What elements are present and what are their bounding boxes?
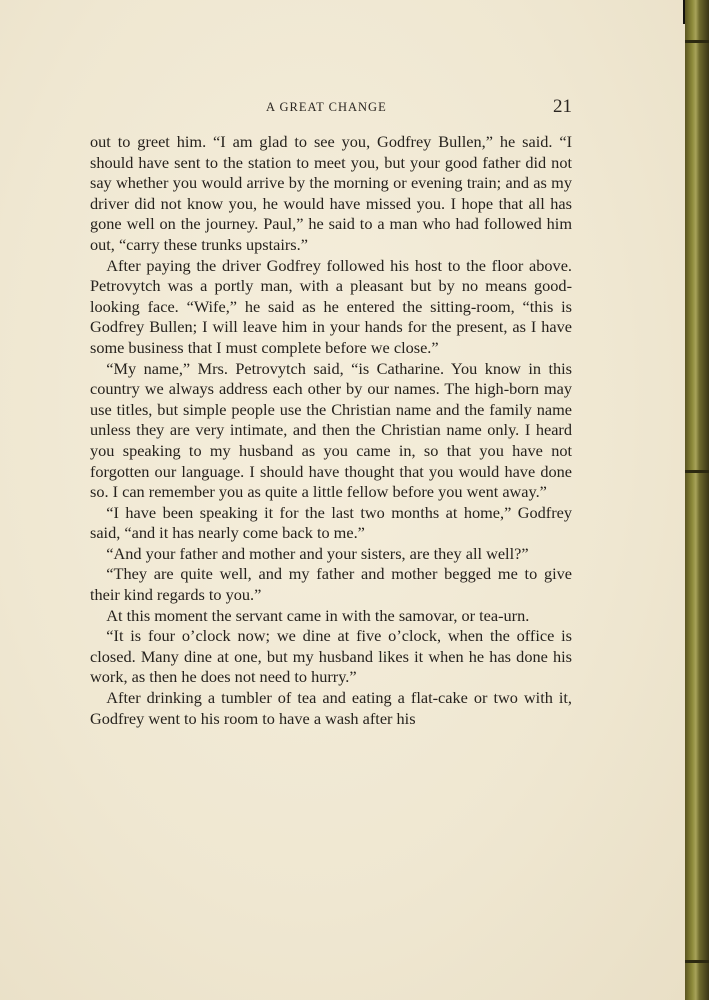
page-number: 21 [553, 96, 572, 117]
paragraph: At this moment the servant came in with the samovar, or tea-urn. [106, 605, 530, 625]
page-header [90, 96, 572, 120]
running-title: A GREAT CHANGE [266, 100, 387, 114]
page-body [90, 132, 572, 729]
spine-band [685, 470, 709, 473]
paragraph: “And your father and mother and your sisters, are they all well?” [106, 543, 529, 563]
paragraph: After drinking a tumbler of tea and eating a flat-cake or two with it, Godfrey went to his room to have a wash after his [90, 688, 572, 728]
paragraph: “It is four o’clock now; we dine at five o’clock, when the office is closed. Many dine at one, but my husband likes it when he has done his work, as then he does not need to hurry.” [90, 626, 572, 687]
paragraph: “My name,” Mrs. Petrovytch said, “is Catharine. You know in this country we always address each other by our names. The high-born may use titles, but simple people use the Christian name and the family name unless they are very intimate, and then the Christian name only. I heard you speaking to my husband as you came in, so that you have not forgotten our language. I should have thought that you would have done so. I can remember you as quite a little fellow before you went away.” [90, 358, 572, 502]
paragraph: After paying the driver Godfrey followed his host to the floor above. Petrovytch was a portly man, with a pleasant but by no means good-looking face. “Wife,” he said as he entered the sitting-room, “this is Godfrey Bullen; I will leave him in your hands for the present, as I have some business that I must complete before we close.” [90, 255, 572, 357]
spine-band [685, 40, 709, 43]
book-spine [685, 0, 709, 1000]
paragraph: out to greet him. “I am glad to see you, Godfrey Bullen,” he said. “I should have sent to the station to meet you, but your good father did not say whether you would arrive by the morning or evening train; and as my driver did not know you, he would have missed you. I hope that all has gone well on the journey. Paul,” he said to a man who had followed him out, “carry these trunks upstairs.” [90, 132, 572, 254]
paragraph: “I have been speaking it for the last two months at home,” Godfrey said, “and it has nearly come back to me.” [90, 502, 572, 543]
paragraph: “They are quite well, and my father and mother begged me to give their kind regards to you.” [90, 564, 572, 605]
spine-band [685, 960, 709, 963]
